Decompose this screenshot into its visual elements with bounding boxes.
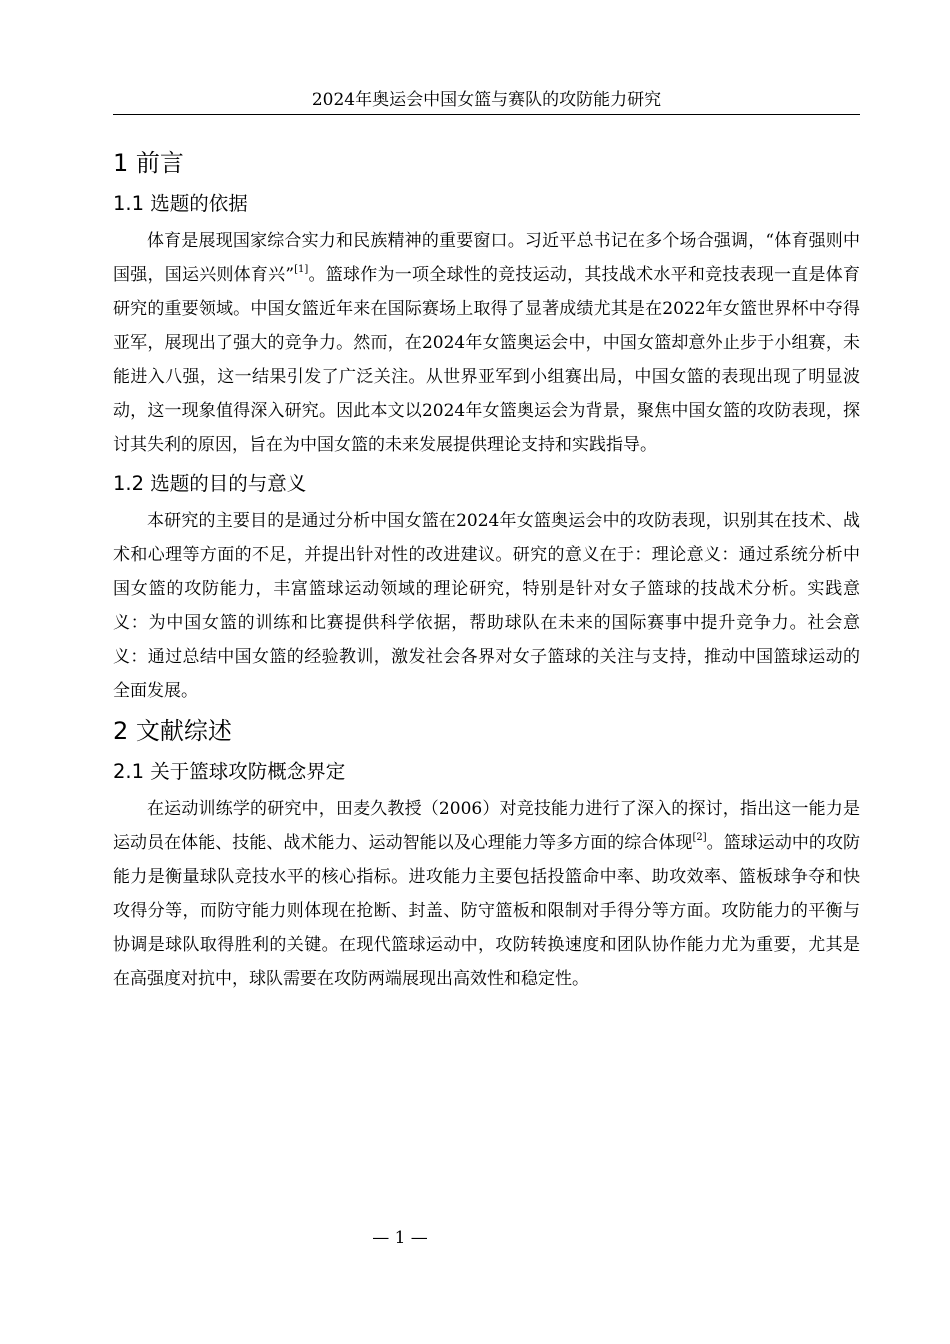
running-header: 2024年奥运会中国女篮与赛队的攻防能力研究 — [113, 88, 860, 115]
heading-introduction: 1 前言 — [113, 149, 184, 177]
paragraph-text: 在运动训练学的研究中，田麦久教授（2006）对竞技能力进行了深入的探讨，指出这一能力是运动员在体能、技能、战术能力、运动智能以及心理能力等多方面的综合体现 — [113, 799, 860, 853]
paragraph-topic-basis — [113, 224, 860, 462]
heading-concept-definition: 2.1 关于篮球攻防概念界定 — [113, 760, 346, 783]
citation-ref-2: [2] — [692, 832, 707, 843]
paragraph-text: 。篮球运动中的攻防能力是衡量球队竞技水平的核心指标。进攻能力主要包括投篮命中率、助攻效率、篮板球争夺和快攻得分等，而防守能力则体现在抢断、封盖、防守篮板和限制对手得分等方面。攻防能力的平衡与协调是球队取得胜利的关键。在现代篮球运动中，攻防转换速度和团队协作能力尤为重要，尤其是在高强度对抗中，球队需要在攻防两端展现出高效性和稳定性。 — [113, 833, 861, 989]
heading-topic-basis: 1.1 选题的依据 — [113, 192, 248, 215]
paragraph-text: 体育是展现国家综合实力和民族精神的重要窗口。习近平总书记在多个场合强调，“体育强则中国强，国运兴则体育兴” — [113, 231, 860, 285]
paragraph-text: 。篮球作为一项全球性的竞技运动，其技战术水平和竞技表现一直是体育研究的重要领域。中国女篮近年来在国际赛场上取得了显著成绩尤其是在2022年女篮世界杯中夺得亚军，展现出了强大的竞争力。然而，在2024年女篮奥运会中，中国女篮却意外止步于小组赛，未能进入八强，这一结果引发了广泛关注。从世界亚军到小组赛出局，中国女篮的表现出现了明显波动，这一现象值得深入研究。因此本文以2024年女篮奥运会为背景，聚焦中国女篮的攻防表现，探讨其失利的原因，旨在为中国女篮的未来发展提供理论支持和实践指导。 — [113, 265, 860, 455]
paragraph-concept-definition — [113, 792, 860, 996]
page-number: — 1 — — [372, 1228, 428, 1248]
citation-ref-1: [1] — [294, 264, 309, 275]
paragraph-purpose-significance: 本研究的主要目的是通过分析中国女篮在2024年女篮奥运会中的攻防表现，识别其在技术、战术和心理等方面的不足，并提出针对性的改进建议。研究的意义在于：理论意义：通过系统分析中国女篮的攻防能力，丰富篮球运动领域的理论研究，特别是针对女子篮球的技战术分析。实践意义：为中国女篮的训练和比赛提供科学依据，帮助球队在未来的国际赛事中提升竞争力。社会意义：通过总结中国女篮的经验教训，激发社会各界对女子篮球的关注与支持，推动中国篮球运动的全面发展。 — [113, 511, 860, 701]
heading-literature-review: 2 文献综述 — [113, 717, 232, 745]
page-content — [113, 140, 860, 996]
heading-purpose-significance: 1.2 选题的目的与意义 — [113, 472, 307, 495]
